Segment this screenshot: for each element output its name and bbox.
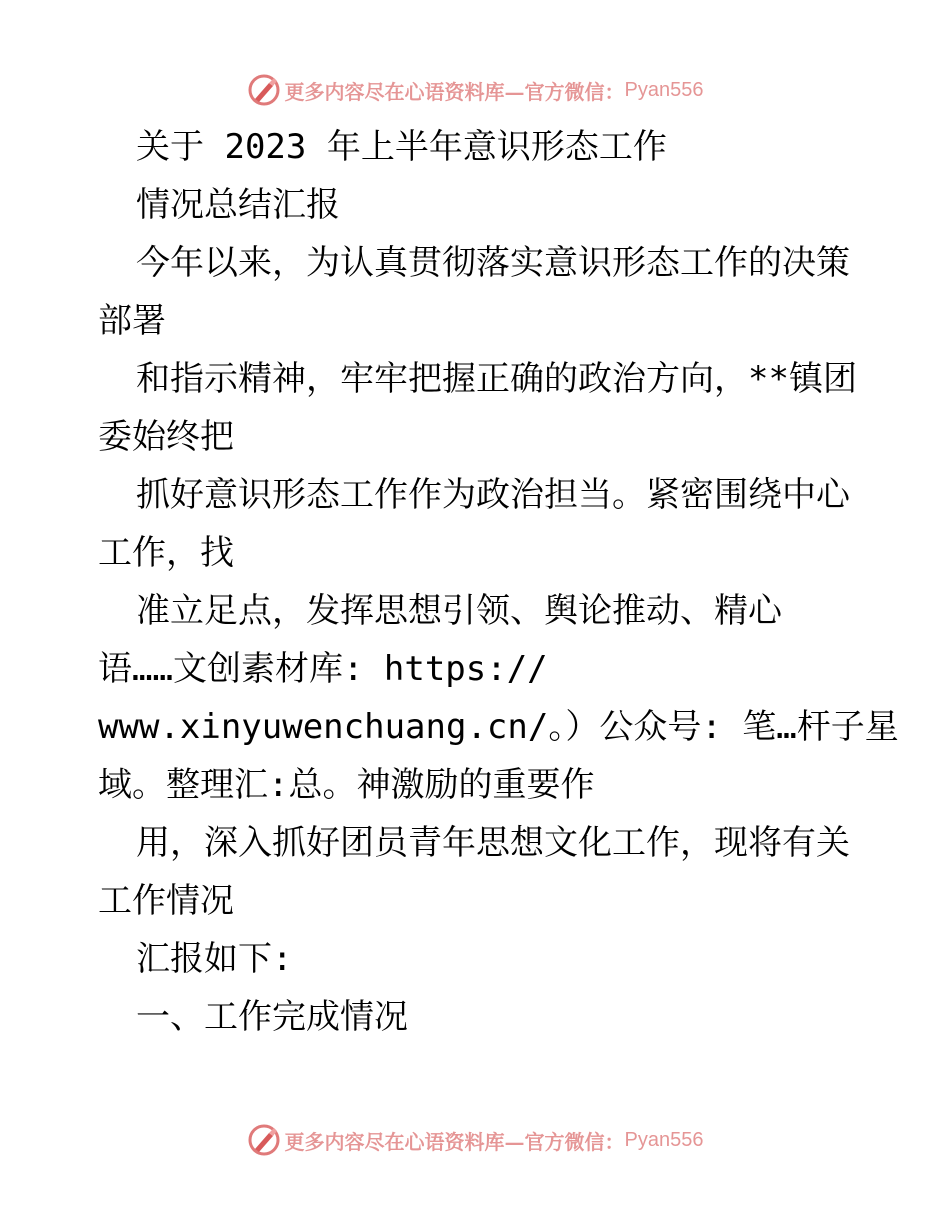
doc-line: 准立足点，发挥思想引领、舆论推动、精心 (136, 591, 782, 631)
header-watermark (0, 70, 950, 110)
footer-watermark (0, 1120, 950, 1160)
doc-line: 情况总结汇报 (136, 185, 340, 225)
doc-line: 工作情况 (98, 881, 234, 921)
doc-line: 语……文创素材库: https:// (98, 649, 548, 689)
watermark-wechat-id: Pyan556 (624, 78, 704, 101)
watermark-text: 更多内容尽在心语资料库—官方微信： (284, 1129, 625, 1154)
doc-line: 部署 (98, 301, 166, 341)
doc-line: www.xinyuwenchuang.cn/。）公众号: 笔…杆子星 (98, 707, 899, 747)
pen-logo-icon (247, 1123, 281, 1157)
doc-line: 汇报如下: (136, 939, 293, 979)
doc-line: 关于 2023 年上半年意识形态工作 (136, 127, 667, 167)
pen-logo-icon (247, 73, 281, 107)
doc-line: 委始终把 (98, 417, 234, 457)
doc-line: 抓好意识形态工作作为政治担当。紧密围绕中心 (136, 475, 850, 515)
doc-line: 用，深入抓好团员青年思想文化工作，现将有关 (136, 823, 850, 863)
doc-line: 一、工作完成情况 (136, 997, 408, 1037)
doc-line: 工作，找 (98, 533, 234, 573)
doc-line: 和指示精神，牢牢把握正确的政治方向，**镇团 (136, 359, 857, 399)
doc-line: 今年以来，为认真贯彻落实意识形态工作的决策 (136, 243, 850, 283)
watermark-text: 更多内容尽在心语资料库—官方微信： (284, 79, 625, 104)
watermark-wechat-id: Pyan556 (624, 1128, 704, 1151)
doc-line: 域。整理汇:总。神激励的重要作 (98, 765, 595, 805)
